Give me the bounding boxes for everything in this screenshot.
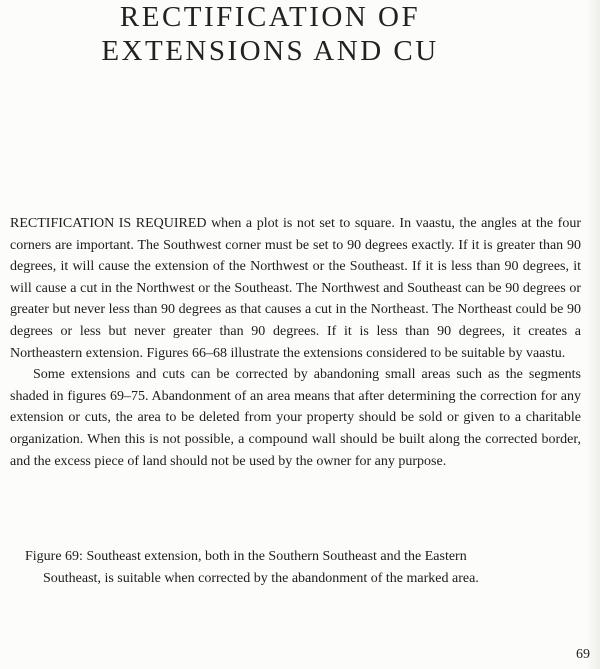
paragraph-1 [10,213,581,364]
paragraph-1-text: when a plot is not set to square. In vaastu, the angles at the four corners are important. The Southwest corner must be set to 90 degrees exactly. If it is greater than 90 degrees, it will cause the extension of the Northwest or the Southeast. If it is less than 90 degrees, it will cause a cut in the Northwest or the Southeast. The Northwest and Southeast can be 90 degrees or greater but never less than 90 degrees as that causes a cut in the Northeast. The Northeast could be 90 degrees or less but never greater than 90 degrees. If it is less than 90 degrees, it creates a Northeastern extension. Figures 66–68 illustrate the extensions considered to be suitable by vaastu. [10,216,581,361]
paragraph-2: Some extensions and cuts can be corrected by abandoning small areas such as the segments shaded in figures 69–75. Abandonment of an area means that after determining the correction for any extension or cuts, the area to be deleted from your property should be sold or given to a charitable organization. When this is not possible, a compound wall should be built along the corrected border, and the excess piece of land should not be used by the owner for any purpose. [10,367,581,469]
paragraph-1-lead: RECTIFICATION IS REQUIRED [10,216,207,231]
chapter-title-line-1: RECTIFICATION OF [119,1,421,33]
page-number: 69 [576,647,590,662]
page-edge-shading [586,0,600,669]
chapter-title-line-2: EXTENSIONS AND CU [101,35,439,67]
body-text [10,213,581,472]
figure-caption: Figure 69: Southeast extension, both in the Southern Southeast and the Eastern Southeast, is suitable when corrected by the abandonment of the marked area. [25,549,479,586]
chapter-title [60,0,480,68]
